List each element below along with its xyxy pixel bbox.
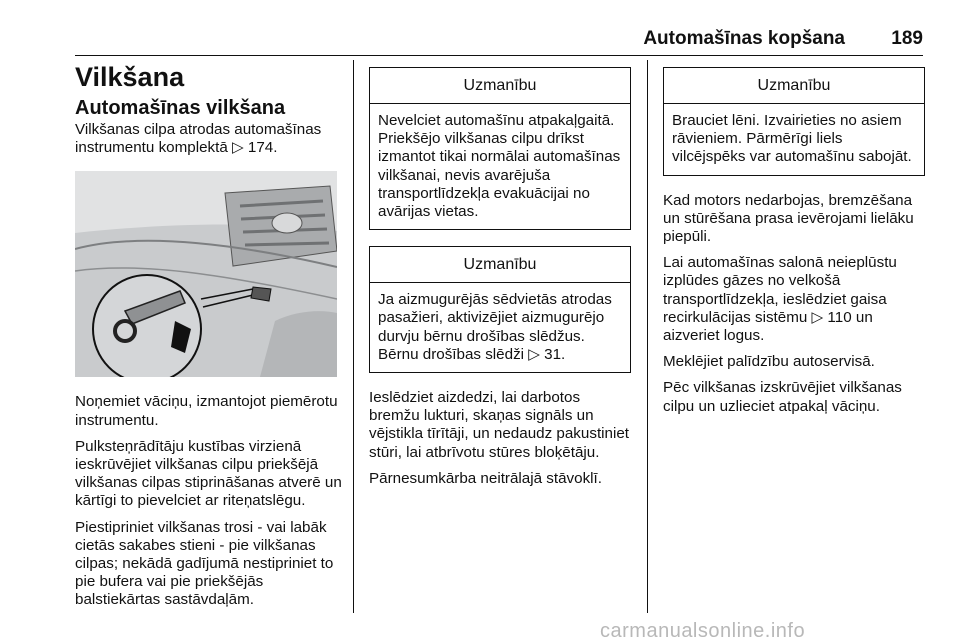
paragraph-2: Pulksteņrādītāju kustības virzienā ieskrūvējiet vilkšanas cilpu priekšējā vilkšanas cilpas stiprināšanas atverē un kārtīgi to pievelciet ar riteņatslēgu.: [75, 437, 342, 510]
column-divider-1: [353, 60, 354, 613]
car-front-drawing: [75, 171, 337, 377]
caution-text: Ja aizmugurējās sēdvietās atrodas pasažieri, aktivizējiet aizmugurējo durvju bērnu drošības slēdžus. Bērnu drošības slēdži ▷ 31.: [378, 291, 612, 363]
section-subtitle: Automašīnas vilkšana: [75, 97, 286, 119]
caution-title: Uzmanību: [664, 68, 924, 104]
caution-box-3: [663, 67, 925, 176]
column-3: [663, 67, 925, 424]
caution-title: Uzmanību: [370, 68, 630, 104]
caution-title: Uzmanību: [370, 247, 630, 283]
header-rule: [75, 55, 923, 56]
caution-box-2: [369, 246, 631, 373]
towing-eye-illustration: [75, 171, 337, 377]
caution-box-1: [369, 67, 631, 230]
column-1: [75, 62, 345, 618]
paragraph-8: Meklējiet palīdzību autoservisā.: [663, 353, 875, 371]
paragraph-3: Piestipriniet vilkšanas trosi - vai labāk cietās sakabes stieni - pie vilkšanas cilpas; nekādā gadījumā nestipriniet to pie bufera vai pie priekšējās balstiekārtas sastāvdaļām.: [75, 518, 334, 609]
paragraph-1: Noņemiet vāciņu, izmantojot piemērotu instrumentu.: [75, 393, 338, 429]
caution-text: Brauciet lēni. Izvairieties no asiem rāvieniem. Pārmērīgi liels vilcējspēks var automašīnu sabojāt.: [672, 112, 912, 166]
column-divider-2: [647, 60, 648, 613]
page-header: [75, 28, 923, 54]
watermark: carmanualsonline.info: [600, 620, 806, 642]
paragraph-5: Pārnesumkārba neitrālajā stāvoklī.: [369, 469, 602, 487]
intro-paragraph: Vilkšanas cilpa atrodas automašīnas instrumentu komplektā ▷ 174.: [75, 121, 322, 157]
caution-text: Nevelciet automašīnu atpakaļgaitā. Priekšējo vilkšanas cilpu drīkst izmantot tikai normālai automašīnas vilkšanai, nevis avarējuša transportlīdzekļa evakuācijai no avārijas vietas.: [378, 112, 621, 221]
paragraph-4: Ieslēdziet aizdedzi, lai darbotos bremžu lukturi, skaņas signāls un vējstikla tīrītāji, un nedaudz pakustiniet stūri, lai atbrīvotu stūres bloķētāju.: [369, 389, 630, 461]
paragraph-9: Pēc vilkšanas izskrūvējiet vilkšanas cilpu un uzlieciet atpakaļ vāciņu.: [663, 379, 902, 415]
paragraph-7: Lai automašīnas salonā neieplūstu izplūdes gāzes no velkošā transportlīdzekļa, ieslēdziet gaisa recirkulācijas sistēmu ▷ 110 un aizveriet logus.: [663, 254, 897, 345]
page-number: 189: [891, 28, 923, 49]
column-2: [369, 67, 631, 496]
section-title: Automašīnas kopšana: [643, 28, 845, 49]
paragraph-6: Kad motors nedarbojas, bremzēšana un stūrēšana prasa ievērojami lielāku piepūli.: [663, 191, 914, 246]
page-title: Vilkšana: [75, 62, 185, 92]
